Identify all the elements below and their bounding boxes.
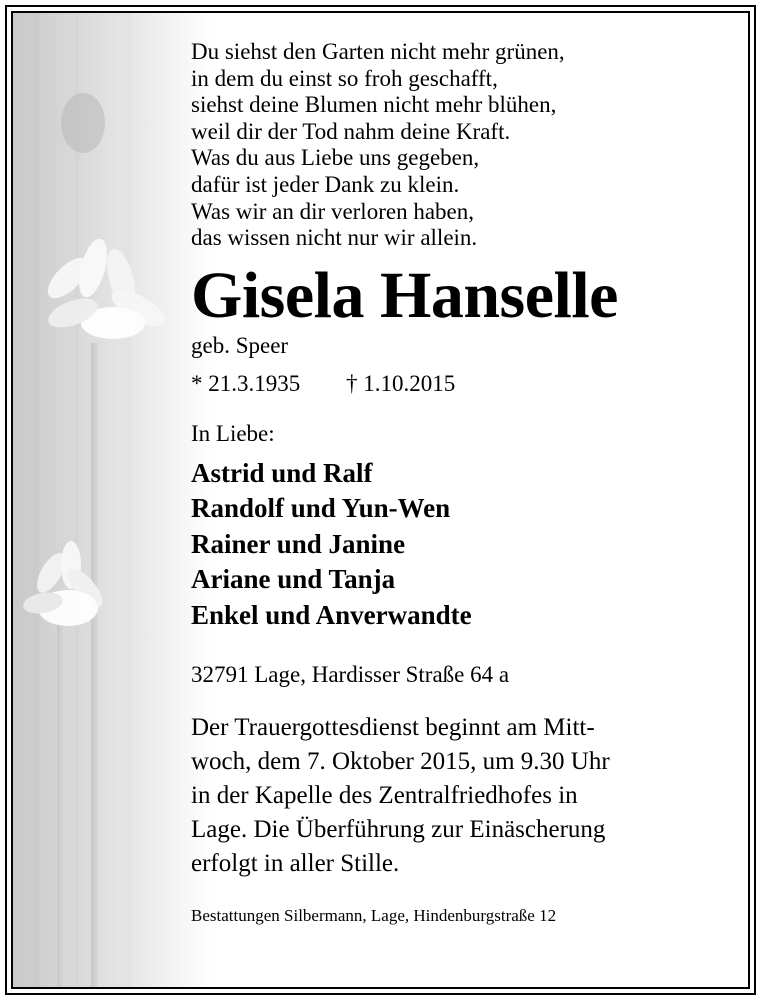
- poem-line: Was wir an dir verloren haben,: [191, 198, 474, 224]
- poem-line: Was du aus Liebe uns gegeben,: [191, 145, 480, 171]
- funeral-home: Bestattungen Silbermann, Lage, Hindenburgstraße 12: [191, 906, 557, 926]
- mourner-entry: Enkel und Anverwandte: [191, 599, 472, 630]
- service-line: Der Trauergottesdienst beginnt am Mitt-: [191, 714, 595, 742]
- poem-line: siehst deine Blumen nicht mehr blühen,: [191, 92, 557, 118]
- mourner-entry: Randolf und Yun-Wen: [191, 493, 451, 524]
- mourners-intro: In Liebe:: [191, 420, 275, 446]
- birth-date: * 21.3.1935: [191, 370, 301, 396]
- service-line: erfolgt in aller Stille.: [191, 850, 400, 878]
- poem-line: Du siehst den Garten nicht mehr grünen,: [191, 39, 565, 64]
- notice-content: [191, 39, 750, 927]
- flower-photo: [13, 13, 213, 987]
- service-line: woch, dem 7. Oktober 2015, um 9.30 Uhr: [191, 748, 610, 776]
- service-line: Lage. Die Überführung zur Einäscherung: [191, 816, 606, 844]
- mourner-entry: Ariane und Tanja: [191, 564, 396, 595]
- birth-name: geb. Speer: [191, 332, 289, 358]
- mourner-entry: Rainer und Janine: [191, 528, 406, 559]
- life-dates: [191, 370, 750, 398]
- poem-line: dafür ist jeder Dank zu klein.: [191, 171, 460, 197]
- mourners-list: [191, 456, 750, 634]
- family-address: 32791 Lage, Hardisser Straße 64 a: [191, 662, 510, 688]
- notice-outer-border: [5, 5, 756, 995]
- mourner-entry: Astrid und Ralf: [191, 457, 373, 488]
- deceased-name: Gisela Hanselle: [191, 258, 618, 332]
- service-information: [191, 711, 750, 881]
- poem-line: das wissen nicht nur wir allein.: [191, 225, 478, 251]
- poem-line: in dem du einst so froh geschafft,: [191, 65, 498, 91]
- memorial-poem: [191, 39, 750, 252]
- poem-line: weil dir der Tod nahm deine Kraft.: [191, 118, 511, 144]
- death-date: † 1.10.2015: [346, 370, 456, 396]
- service-line: in der Kapelle des Zentralfriedhofes in: [191, 782, 578, 810]
- flower-illustration: [13, 13, 213, 989]
- notice-inner-border: [11, 11, 750, 989]
